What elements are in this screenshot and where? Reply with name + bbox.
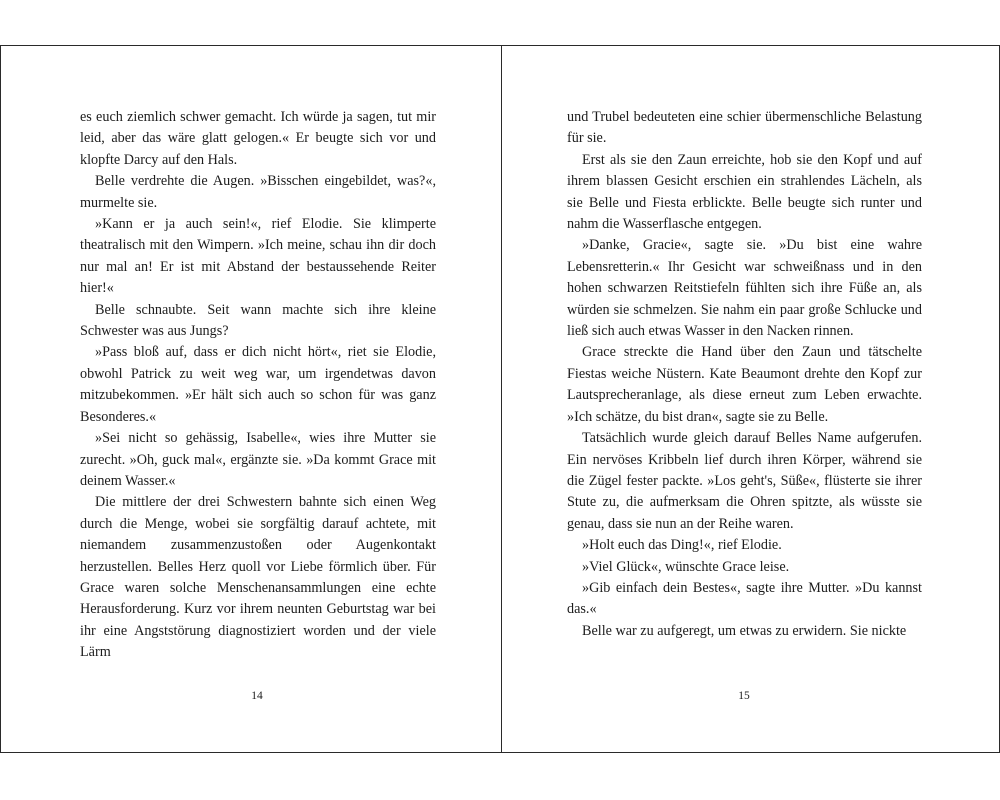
paragraph: Erst als sie den Zaun erreichte, hob sie den Kopf und auf ihrem blassen Gesicht erschien ein strahlendes Lächeln, als sie Belle und Fiesta erblickte. Belle beugte sich runter und nahm die Wasserflasche entgegen. <box>567 151 922 233</box>
page-number: 14 <box>251 690 263 702</box>
book-spread <box>0 45 1000 753</box>
paragraph: Belle war zu aufgeregt, um etwas zu erwidern. Sie nickte <box>582 622 907 639</box>
paragraph: »Viel Glück«, wünschte Grace leise. <box>582 558 790 575</box>
paragraph: Die mittlere der drei Schwestern bahnte sich einen Weg durch die Menge, wobei sie sorgfältig darauf achtete, mit niemandem zusammenzustoßen oder Augenkontakt herzustellen. Belles Herz quoll vor Liebe förmlich über. Für Grace waren solche Menschenansammlungen eine echte Herausforderung. Kurz vor ihrem neunten Geburtstag war bei ihr eine Angststörung diagnostiziert worden und der viele Lärm <box>80 494 436 661</box>
paragraph: »Pass bloß auf, dass er dich nicht hört«, riet sie Elodie, obwohl Patrick zu weit weg war, um irgendetwas davon mitzubekommen. »Er hält sich auch so schon für was ganz Besonderes.« <box>80 344 436 425</box>
paragraph: »Gib einfach dein Bestes«, sagte ihre Mutter. »Du kannst das.« <box>567 579 922 618</box>
paragraph: Grace streckte die Hand über den Zaun und tätschelte Fiestas weiche Nüstern. Kate Beaumont drehte den Kopf zur Lautsprecheranlage, als diese erneut zum Leben erwachte. »Ich schätze, du bist dran«, sagte sie zu Belle. <box>567 344 922 425</box>
paragraph: und Trubel bedeuteten eine schier übermenschliche Belastung für sie. <box>567 109 922 147</box>
page-number: 15 <box>738 690 750 702</box>
paragraph: »Danke, Gracie«, sagte sie. »Du bist eine wahre Lebensretterin.« Ihr Gesicht war schweißnass und in den hohen schwarzen Reitstiefeln fühlten sich ihre Füße an, als würden sie schmelzen. Sie nahm ein paar große Schlucke und ließ sich auch etwas Wasser in den Nacken rinnen. <box>567 237 922 340</box>
left-page <box>1 46 501 752</box>
paragraph: »Sei nicht so gehässig, Isabelle«, wies ihre Mutter sie zurecht. »Oh, guck mal«, ergänzte sie. »Da kommt Grace mit deinem Wasser.« <box>80 430 436 489</box>
paragraph: »Holt euch das Ding!«, rief Elodie. <box>582 537 782 554</box>
left-page-text <box>80 107 436 664</box>
right-page <box>502 46 1000 752</box>
paragraph: Belle verdrehte die Augen. »Bisschen eingebildet, was?«, murmelte sie. <box>80 173 436 211</box>
paragraph: »Kann er ja auch sein!«, rief Elodie. Sie klimperte theatralisch mit den Wimpern. »Ich meine, schau ihn dir doch nur mal an! Er ist mit Abstand der bestaussehende Reiter hier!« <box>80 216 436 297</box>
paragraph: es euch ziemlich schwer gemacht. Ich würde ja sagen, tut mir leid, aber das wäre glatt gelogen.« Er beugte sich vor und klopfte Darcy auf den Hals. <box>80 109 436 168</box>
right-page-text <box>567 107 922 642</box>
paragraph: Tatsächlich wurde gleich darauf Belles Name aufgerufen. Ein nervöses Kribbeln lief durch ihren Körper, während sie die Zügel fester packte. »Los geht's, Süße«, flüsterte sie ihrer Stute zu, die aufmerksam die Ohren spitzte, als wüsste sie genau, dass sie nun an der Reihe waren. <box>567 430 922 532</box>
paragraph: Belle schnaubte. Seit wann machte sich ihre kleine Schwester was aus Jungs? <box>80 301 436 340</box>
